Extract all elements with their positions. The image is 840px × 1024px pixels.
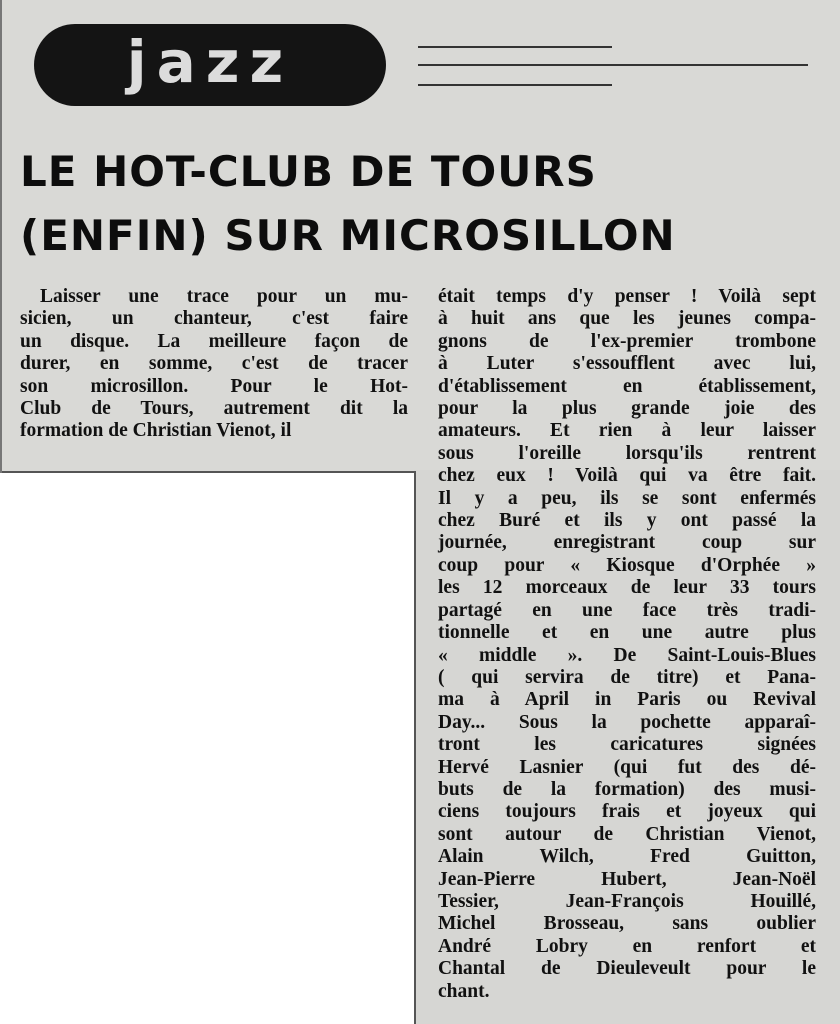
article-line: coup pour « Kiosque d'Orphée »	[438, 554, 816, 576]
section-badge	[34, 24, 386, 106]
paper-cut-edge-side	[414, 471, 416, 1024]
article-line: pour la plus grande joie des	[438, 398, 816, 420]
article-line: formation de Christian Vienot, il	[20, 420, 292, 442]
article-line: Chantal de Dieuleveult pour le	[438, 958, 816, 980]
article-line: ma à April in Paris ou Revival	[438, 689, 816, 711]
article-line: Il y a peu, ils se sont enfermés	[438, 487, 816, 509]
article-column-right	[438, 286, 816, 1003]
article-line: à Luter s'essoufflent avec lui,	[438, 353, 816, 375]
article-line: gnons de l'ex-premier trombone	[438, 330, 816, 352]
article-line: chant.	[438, 980, 490, 1002]
article-line: d'établissement en établissement,	[438, 375, 816, 397]
article-line: Day... Sous la pochette apparaî-	[438, 711, 816, 733]
article-line: durer, en somme, c'est de tracer	[20, 353, 408, 375]
article-line: Jean-Pierre Hubert, Jean-Noël	[438, 868, 816, 890]
article-line: Michel Brosseau, sans oublier	[438, 913, 816, 935]
article-line: son microsillon. Pour le Hot-	[20, 375, 408, 397]
decorative-rule-2	[418, 64, 808, 66]
article-line: Alain Wilch, Fred Guitton,	[438, 846, 816, 868]
article-line: sicien, un chanteur, c'est faire	[20, 308, 408, 330]
headline-line-1: LE HOT-CLUB DE TOURS	[20, 147, 597, 196]
decorative-rule-1	[418, 46, 612, 48]
article-line: chez eux ! Voilà qui va être fait.	[438, 465, 816, 487]
article-line: buts de la formation) des musi-	[438, 778, 816, 800]
article-line: « middle ». De Saint-Louis-Blues	[438, 644, 816, 666]
article-column-left	[20, 286, 408, 443]
article-line: les 12 morceaux de leur 33 tours	[438, 577, 816, 599]
article-line: ciens toujours frais et joyeux qui	[438, 801, 816, 823]
paper-cut-edge-bottom	[0, 471, 416, 473]
article-line: à huit ans que les jeunes compa-	[438, 308, 816, 330]
article-line: était temps d'y penser ! Voilà sept	[438, 286, 816, 307]
article-line: tront les caricatures signées	[438, 734, 816, 756]
article-line: tionnelle et en une autre plus	[438, 622, 816, 644]
section-label: jazz	[126, 28, 294, 96]
article-line: André Lobry en renfort et	[438, 935, 816, 957]
article-line: Tessier, Jean-François Houillé,	[438, 890, 816, 912]
article-line: amateurs. Et rien à leur laisser	[438, 420, 816, 442]
article-line: journée, enregistrant coup sur	[438, 532, 816, 554]
article-line: sont autour de Christian Vienot,	[438, 823, 816, 845]
paper-cut-edge-left	[0, 0, 2, 473]
article-line: partagé en une face très tradi-	[438, 599, 816, 621]
article-line: Club de Tours, autrement dit la	[20, 398, 408, 420]
article-line: chez Buré et ils y ont passé la	[438, 510, 816, 532]
headline-line-2: (ENFIN) SUR MICROSILLON	[20, 211, 676, 260]
article-line: sous l'oreille lorsqu'ils rentrent	[438, 442, 816, 464]
article-line: ( qui servira de titre) et Pana-	[438, 666, 816, 688]
article-line: Hervé Lasnier (qui fut des dé-	[438, 756, 816, 778]
article-line: Laisser une trace pour un mu-	[40, 286, 408, 307]
decorative-rule-3	[418, 84, 612, 86]
article-line: un disque. La meilleure façon de	[20, 330, 408, 352]
